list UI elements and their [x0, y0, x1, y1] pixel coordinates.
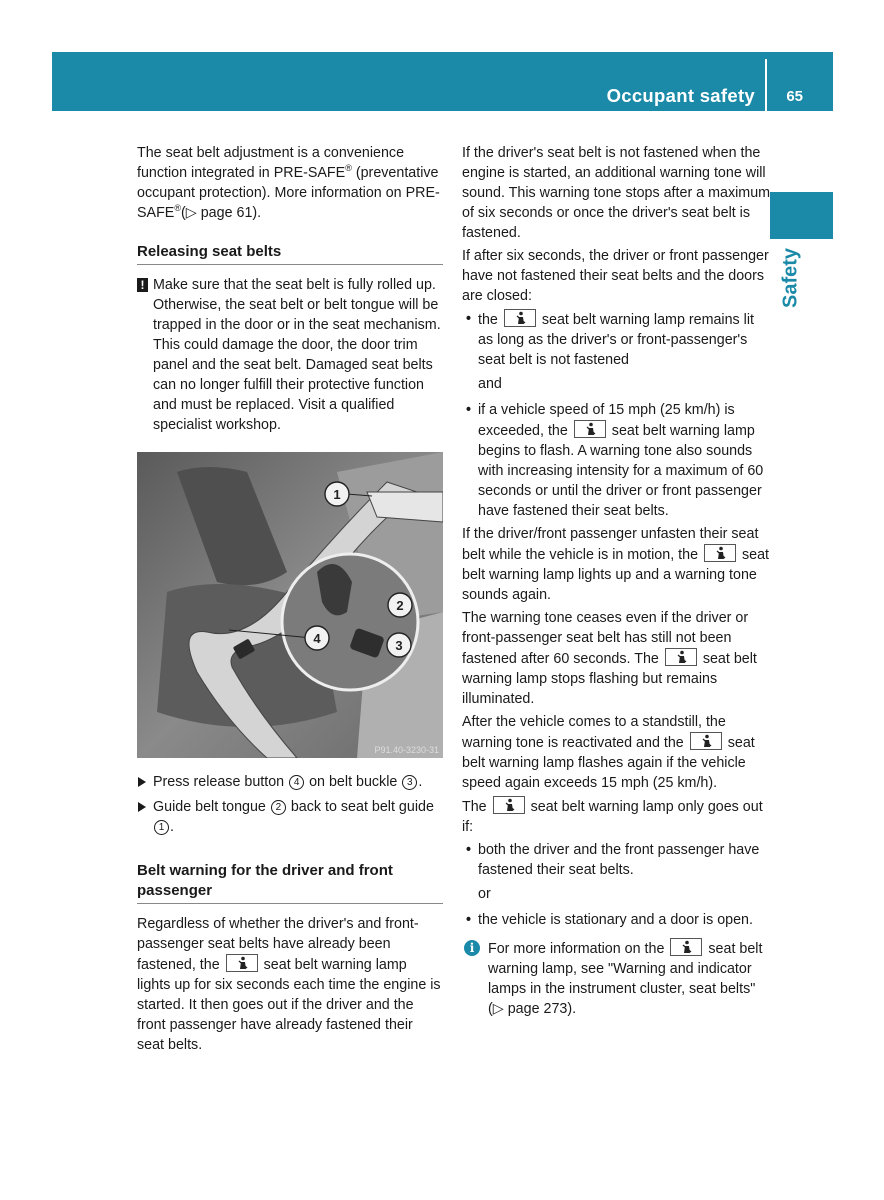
ref-number: 1 [154, 820, 169, 835]
paragraph-warning-tone: If the driver's seat belt is not fastened when the engine is started, an additional warning tone will sound. This warning tone stops after a maximum of six seconds or once the driver's seat belt is fastened. [462, 145, 771, 241]
info-icon: i [464, 940, 480, 956]
detail-magnifier [282, 554, 418, 690]
page-number: 65 [786, 88, 803, 105]
paragraph-standstill: After the vehicle comes to a standstill, the warning tone is reactivated and the seat belt warning lamp flashes again if the vehicle speed again exceeds 15 mph (25 km/h). [462, 714, 755, 791]
side-tab-label [771, 242, 811, 314]
seat-belt-lamp-icon [574, 420, 606, 438]
header-bar [52, 52, 833, 111]
heading-releasing-seat-belts: Releasing seat belts [137, 242, 443, 265]
seat-belt-lamp-icon [690, 732, 722, 750]
step-arrow-icon [138, 802, 146, 812]
warning-icon: ! [137, 278, 148, 292]
intro-paragraph: The seat belt adjustment is a convenience function integrated in PRE-SAFE® (preventative occupant protection). More information on PRE-SAFE®(▷ page 61). [137, 145, 440, 221]
callout-3-label: 3 [395, 638, 403, 653]
seat-belt-lamp-icon [493, 796, 525, 814]
paragraph-tone-ceases: The warning tone ceases even if the driver or front-passenger seat belt has still not been fastened after 60 seconds. The seat belt warning lamp stops flashing but remains illuminated. [462, 610, 757, 707]
callout-4-label: 4 [313, 631, 321, 646]
seat-belt-lamp-icon [704, 544, 736, 562]
conjunction-and: and [478, 376, 502, 392]
belt-warning-paragraph: Regardless of whether the driver's and front-passenger seat belts have already been fastened, the seat belt warning lamp lights up for six seconds each time the engine is started. It then goes out if the driver and the front passenger have already fastened their seat belts. [137, 916, 441, 1053]
right-column [462, 143, 772, 1019]
ref-number: 2 [271, 800, 286, 815]
figure-code: P91.40-3230-31 [374, 745, 439, 755]
heading-belt-warning: Belt warning for the driver and front passenger [137, 861, 443, 904]
ref-number: 3 [402, 775, 417, 790]
side-tab [770, 192, 833, 239]
section-title: Occupant safety [606, 85, 755, 106]
paragraph-unfasten: If the driver/front passenger unfasten their seat belt while the vehicle is in motion, the seat belt warning lamp lights up and a warning tone sounds again. [462, 526, 770, 603]
list-item: • both the driver and the front passenger have fastened their seat belts. [466, 842, 760, 878]
callout-1-label: 1 [333, 487, 341, 502]
warning-text: Make sure that the seat belt is fully rolled up. Otherwise, the seat belt or belt tongue will be trapped in the door or in the seat mechanism. This could damage the door, the door trim panel and the seat belt. Damaged seat belts can no longer fulfill their protective function and must be replaced. Visit a qualified specialist workshop. [153, 277, 441, 433]
warning-note [137, 275, 443, 435]
info-note: i For more information on the seat belt warning lamp, see "Warning and indicator lamps in the instrument cluster, seat belts" (▷ page 273). [462, 938, 772, 1019]
instruction-step-2: Guide belt tongue 2 back to seat belt guide 1 . [137, 797, 443, 837]
list-item: • if a vehicle speed of 15 mph (25 km/h) is exceeded, the seat belt warning lamp begins to flash. A warning tone also sounds with increasing intensity for a maximum of 60 seconds or until the driver or front passenger have fastened their seat belts. [466, 402, 764, 519]
side-tab-text: Safety [779, 247, 802, 309]
header-divider [765, 59, 767, 111]
list-item: • the seat belt warning lamp remains lit as long as the driver's or front-passenger's seat belt is not fastened [466, 311, 755, 368]
list-item: • the vehicle is stationary and a door is open. [466, 912, 753, 928]
seat-belt-lamp-icon [504, 309, 536, 327]
seat-belt-lamp-icon [670, 938, 702, 956]
paragraph-after-six-seconds: If after six seconds, the driver or front passenger have not fastened their seat belts and the doors are closed: [462, 248, 769, 304]
paragraph-goes-out: The seat belt warning lamp only goes out if: [462, 796, 772, 837]
seat-belt-lamp-icon [226, 954, 258, 972]
step-arrow-icon [138, 777, 146, 787]
seat-belt-drawing [137, 452, 443, 758]
left-column [137, 143, 443, 1058]
instruction-step-1: Press release button 4 on belt buckle 3 . [137, 772, 443, 792]
ref-number: 4 [289, 775, 304, 790]
conjunction-or: or [478, 886, 491, 902]
seat-belt-illustration [137, 452, 443, 758]
seat-belt-lamp-icon [665, 648, 697, 666]
callout-2-label: 2 [396, 598, 404, 613]
